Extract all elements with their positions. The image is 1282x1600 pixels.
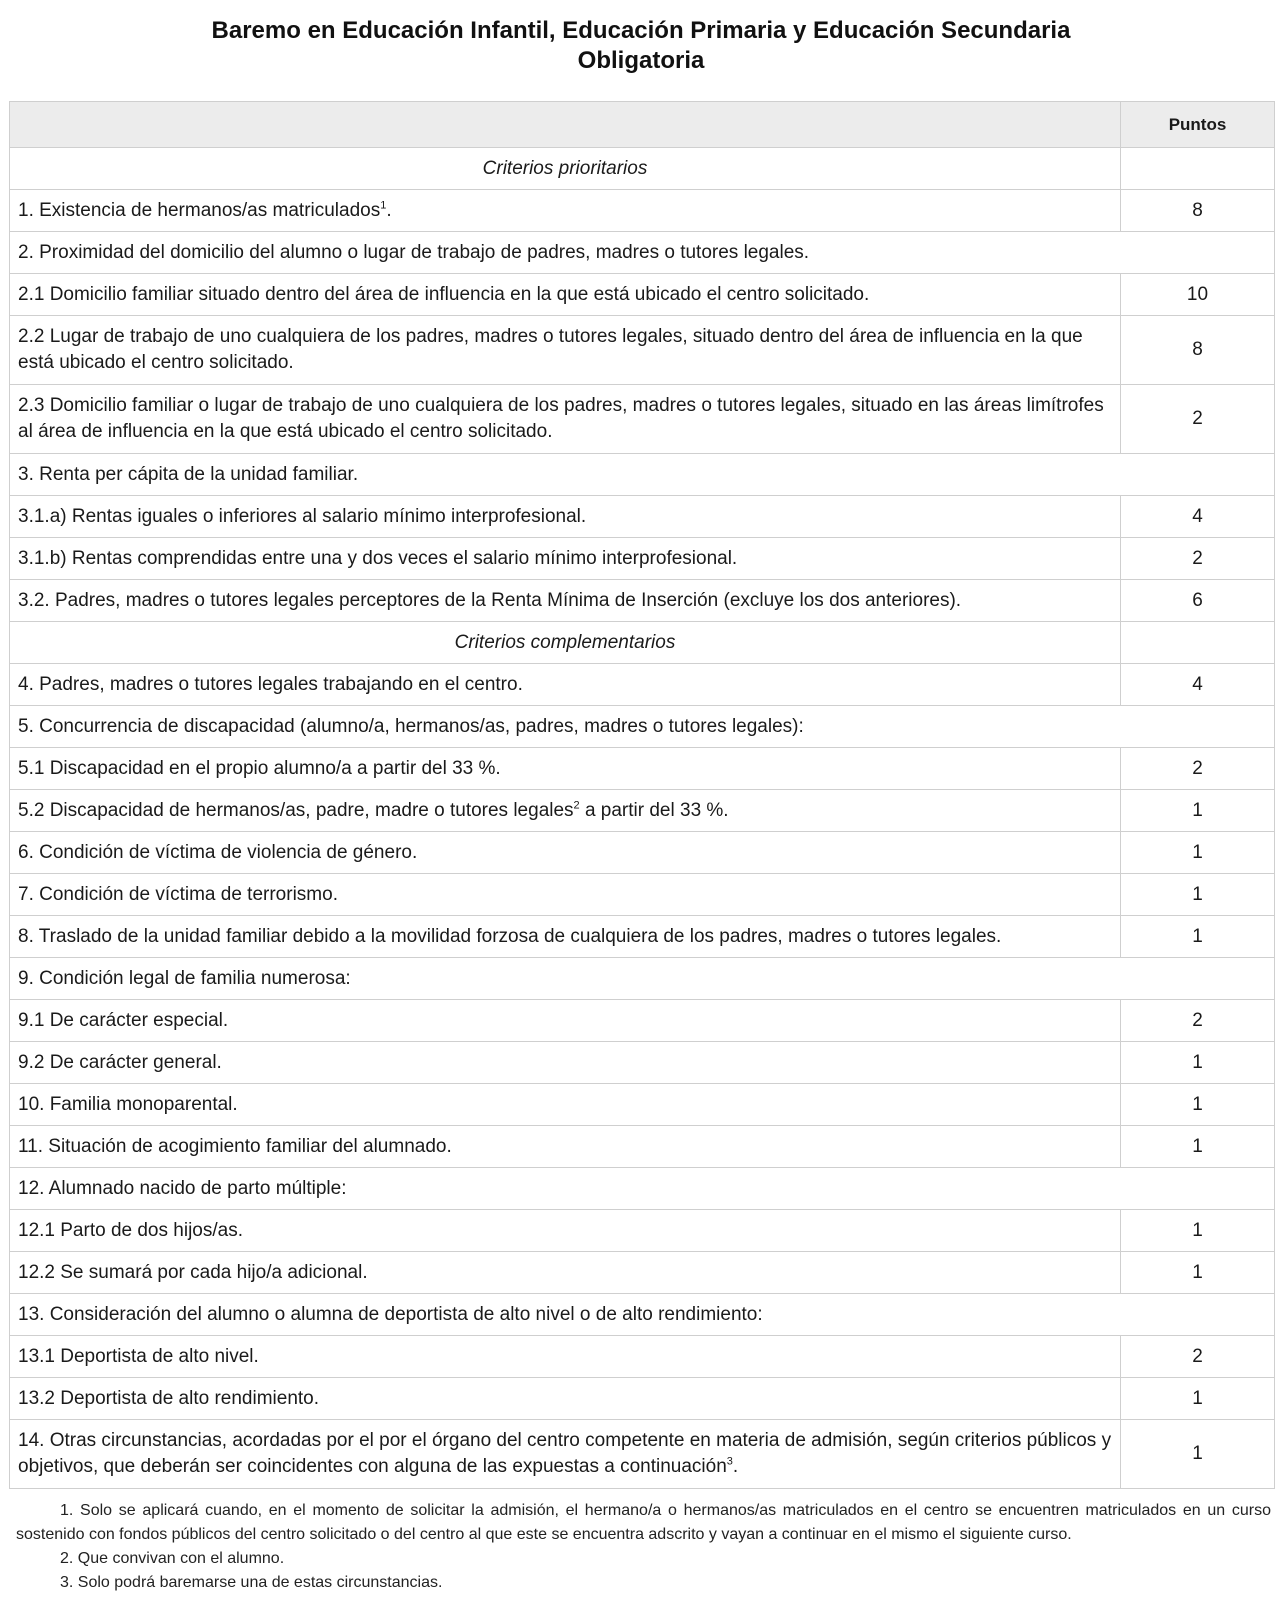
criterion-group-cell <box>10 958 1275 1000</box>
criterion-text: 9.1 De carácter especial. <box>18 1009 229 1031</box>
points-cell: 1 <box>1121 1084 1275 1126</box>
criterion-cell <box>10 748 1121 790</box>
footnote-2: 2. Que convivan con el alumno. <box>60 1550 285 1567</box>
criterion-text: 6. Condición de víctima de violencia de género. <box>18 841 418 863</box>
criterion-text: 2. Proximidad del domicilio del alumno o lugar de trabajo de padres, madres o tutores legales. <box>18 241 810 263</box>
criterion-cell <box>10 832 1121 874</box>
table-row <box>10 454 1275 496</box>
header-criteria-cell <box>10 102 1121 148</box>
title-line-1: Baremo en Educación Infantil, Educación Primaria y Educación Secundaria <box>211 17 1071 44</box>
footnotes <box>16 1499 1271 1595</box>
table-row <box>10 1420 1275 1489</box>
section-row <box>10 148 1275 190</box>
criterion-text: 12.2 Se sumará por cada hijo/a adicional. <box>18 1261 368 1283</box>
criterion-text: 12.1 Parto de dos hijos/as. <box>18 1219 243 1241</box>
criterion-text: 1. Existencia de hermanos/as matriculados <box>18 199 381 221</box>
criterion-text: 10. Familia monoparental. <box>18 1093 238 1115</box>
criterion-text: 9.2 De carácter general. <box>18 1051 222 1073</box>
points-cell: 2 <box>1121 1000 1275 1042</box>
criterion-text: 2.3 Domicilio familiar o lugar de trabajo de uno cualquiera de los padres, madres o tutores legales, situado en las áreas limítrofes al área de influencia en la que está ubicado el centro solicitado. <box>18 395 1104 442</box>
criterion-text: 8. Traslado de la unidad familiar debido a la movilidad forzosa de cualquiera de los padres, madres o tutores legales. <box>18 925 1002 947</box>
table-row <box>10 385 1275 454</box>
criterion-text: 13.1 Deportista de alto nivel. <box>18 1345 259 1367</box>
footnote-1: 1. Solo se aplicará cuando, en el momento de solicitar la admisión, el hermano/a o hermanos/as matriculados en el centro se encuentren matriculados en un curso sostenido con fondos públicos del centro solicitado o del centro al que este se encuentra adscrito y vayan a continuar en el mismo el siguiente curso. <box>16 1502 1271 1543</box>
footnote-3: 3. Solo podrá baremarse una de estas circunstancias. <box>60 1574 443 1591</box>
table-row <box>10 1294 1275 1336</box>
scoring-table <box>9 101 1275 1489</box>
criterion-cell <box>10 496 1121 538</box>
criterion-cell <box>10 385 1121 454</box>
points-cell: 6 <box>1121 580 1275 622</box>
criterion-group-cell <box>10 706 1275 748</box>
points-cell: 8 <box>1121 316 1275 385</box>
table-row <box>10 1126 1275 1168</box>
criterion-cell <box>10 316 1121 385</box>
criterion-cell <box>10 274 1121 316</box>
table-row <box>10 1000 1275 1042</box>
title-line-2: Obligatoria <box>577 47 705 74</box>
criterion-text: 14. Otras circunstancias, acordadas por el por el órgano del centro competente en materia de admisión, según criterios públicos y objetivos, que deberán ser coincidentes con alguna de las expuestas a continuación <box>18 1430 1112 1477</box>
criterion-cell <box>10 916 1121 958</box>
criterion-text: 7. Condición de víctima de terrorismo. <box>18 883 338 905</box>
table-row <box>10 496 1275 538</box>
criterion-text: 12. Alumnado nacido de parto múltiple: <box>18 1177 347 1199</box>
criterion-text: 11. Situación de acogimiento familiar del alumnado. <box>18 1135 452 1157</box>
page-title <box>0 16 1282 76</box>
criterion-text: 13. Consideración del alumno o alumna de deportista de alto nivel o de alto rendimiento: <box>18 1303 763 1325</box>
criterion-cell <box>10 538 1121 580</box>
table-row <box>10 1084 1275 1126</box>
section-row <box>10 622 1275 664</box>
table-row <box>10 748 1275 790</box>
table-row <box>10 790 1275 832</box>
table-row <box>10 1336 1275 1378</box>
criterion-group-cell <box>10 232 1275 274</box>
criterion-cell <box>10 790 1121 832</box>
table-row <box>10 832 1275 874</box>
table-row <box>10 1168 1275 1210</box>
points-cell: 1 <box>1121 790 1275 832</box>
points-cell: 2 <box>1121 385 1275 454</box>
criterion-text: 2.1 Domicilio familiar situado dentro del área de influencia en la que está ubicado el centro solicitado. <box>18 283 870 305</box>
points-cell: 1 <box>1121 1042 1275 1084</box>
criterion-cell <box>10 1420 1121 1489</box>
points-cell <box>1121 148 1275 190</box>
table-row <box>10 274 1275 316</box>
points-cell: 1 <box>1121 874 1275 916</box>
points-cell: 1 <box>1121 1126 1275 1168</box>
table-row <box>10 1042 1275 1084</box>
criterion-cell <box>10 1084 1121 1126</box>
points-cell: 1 <box>1121 832 1275 874</box>
points-cell: 4 <box>1121 496 1275 538</box>
criterion-cell <box>10 1378 1121 1420</box>
criterion-group-cell <box>10 1168 1275 1210</box>
points-cell: 4 <box>1121 664 1275 706</box>
points-cell: 10 <box>1121 274 1275 316</box>
points-cell: 1 <box>1121 1210 1275 1252</box>
table-row <box>10 1210 1275 1252</box>
table-row <box>10 190 1275 232</box>
points-cell: 8 <box>1121 190 1275 232</box>
table-header-row <box>10 102 1275 148</box>
points-cell: 2 <box>1121 538 1275 580</box>
criterion-text-tail: . <box>732 1456 739 1477</box>
table-row <box>10 1252 1275 1294</box>
criterion-cell <box>10 1000 1121 1042</box>
points-cell <box>1121 622 1275 664</box>
scoring-table-body <box>10 102 1275 1489</box>
criterion-text: 13.2 Deportista de alto rendimiento. <box>18 1387 320 1409</box>
table-row <box>10 874 1275 916</box>
criterion-text: 4. Padres, madres o tutores legales trabajando en el centro. <box>18 673 523 695</box>
criterion-cell <box>10 1042 1121 1084</box>
points-cell: 2 <box>1121 1336 1275 1378</box>
criterion-text: 9. Condición legal de familia numerosa: <box>18 967 351 989</box>
points-cell: 1 <box>1121 1252 1275 1294</box>
criterion-cell <box>10 1252 1121 1294</box>
criterion-text: 5.1 Discapacidad en el propio alumno/a a partir del 33 %. <box>18 757 501 779</box>
points-cell: 1 <box>1121 916 1275 958</box>
criterion-text: Criterios prioritarios <box>482 157 648 179</box>
criterion-text: 3.1.a) Rentas iguales o inferiores al salario mínimo interprofesional. <box>18 505 587 527</box>
points-cell: 1 <box>1121 1378 1275 1420</box>
table-row <box>10 958 1275 1000</box>
table-row <box>10 538 1275 580</box>
table-row <box>10 916 1275 958</box>
criterion-cell <box>10 1336 1121 1378</box>
criterion-text: 3.2. Padres, madres o tutores legales perceptores de la Renta Mínima de Inserción (excluye los dos anteriores). <box>18 589 962 611</box>
criterion-cell <box>10 580 1121 622</box>
criterion-cell <box>10 874 1121 916</box>
criterion-cell <box>10 1126 1121 1168</box>
table-row <box>10 664 1275 706</box>
criterion-cell <box>10 190 1121 232</box>
criterion-text: 2.2 Lugar de trabajo de uno cualquiera de los padres, madres o tutores legales, situado dentro del área de influencia en la que está ubicado el centro solicitado. <box>18 326 1083 373</box>
table-row <box>10 1378 1275 1420</box>
footnote-ref: 2 <box>573 799 580 812</box>
criterion-text: 3. Renta per cápita de la unidad familiar. <box>18 463 359 485</box>
section-title-cell <box>10 148 1121 190</box>
criterion-cell <box>10 1210 1121 1252</box>
criterion-text-tail: a partir del 33 %. <box>579 799 729 821</box>
points-cell: 1 <box>1121 1420 1275 1489</box>
section-title-cell <box>10 622 1121 664</box>
criterion-text-tail: . <box>386 199 392 221</box>
table-row <box>10 232 1275 274</box>
footnote-ref: 1 <box>380 199 387 212</box>
criterion-text: 3.1.b) Rentas comprendidas entre una y dos veces el salario mínimo interprofesional. <box>18 547 738 569</box>
criterion-text: 5.2 Discapacidad de hermanos/as, padre, madre o tutores legales <box>18 799 574 821</box>
header-points-cell: Puntos <box>1121 102 1275 148</box>
points-cell: 2 <box>1121 748 1275 790</box>
criterion-group-cell <box>10 454 1275 496</box>
criterion-group-cell <box>10 1294 1275 1336</box>
table-row <box>10 580 1275 622</box>
criterion-cell <box>10 664 1121 706</box>
criterion-text: Criterios complementarios <box>454 631 676 653</box>
table-row <box>10 706 1275 748</box>
criterion-text: 5. Concurrencia de discapacidad (alumno/a, hermanos/as, padres, madres o tutores legales): <box>18 715 804 737</box>
footnote-ref: 3 <box>726 1455 733 1468</box>
table-row <box>10 316 1275 385</box>
